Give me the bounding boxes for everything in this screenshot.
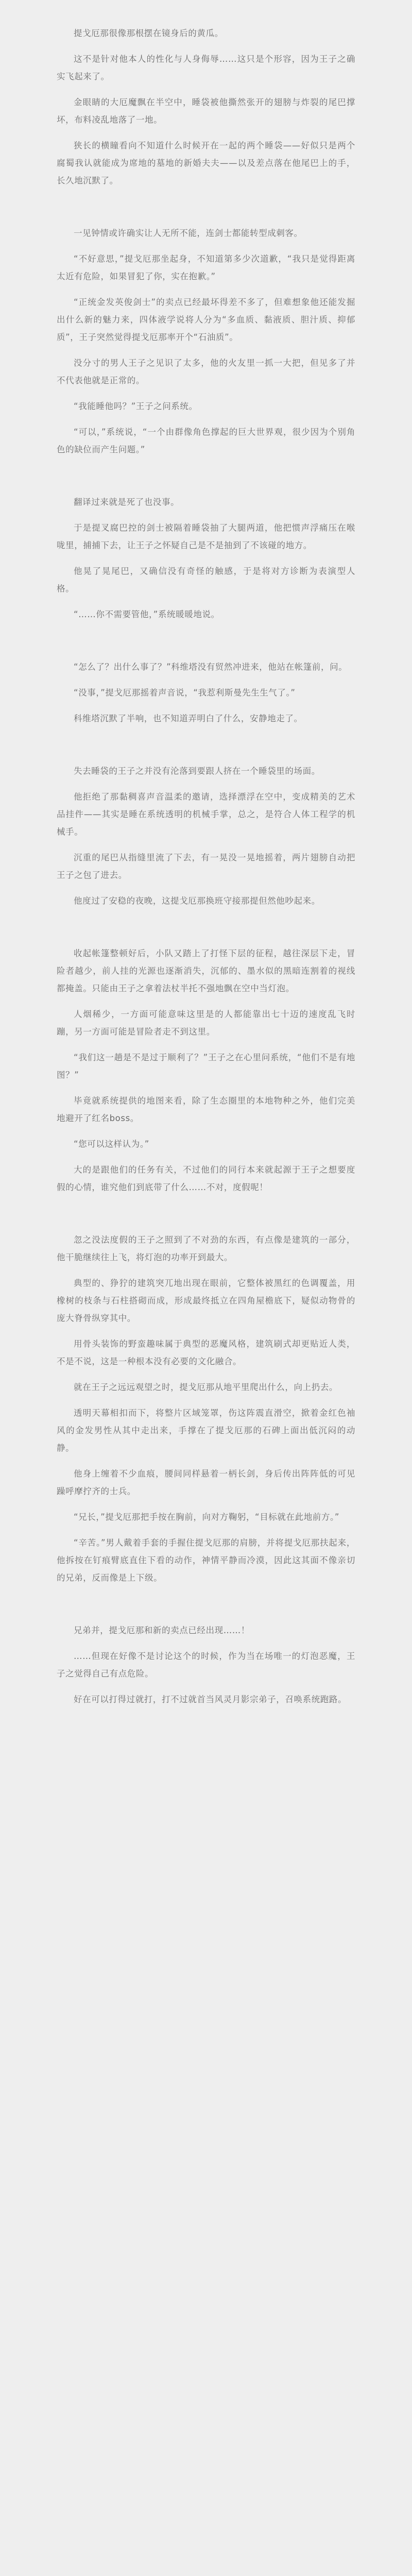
paragraph: 失去睡袋的王子之并没有沦落到要跟人挤在一个睡袋里的场面。 [74, 766, 320, 776]
paragraph: 忽之没法度假的王子之照到了不对劲的东西，有点像是建筑的一部分，他干脆继续往上飞，将灯泡的功率开到最大。 [57, 1235, 355, 1262]
paragraph: 人烟稀少，一方面可能意味这里是的人都能靠出七十迈的速度乱飞时蹦，另一方面可能是冒险者走不到这里。 [57, 1009, 355, 1037]
paragraph: 这不是针对他本人的性化与人身侮辱……这只是个形容，因为王子之确实飞起来了。 [57, 54, 355, 81]
section-divider [57, 198, 355, 225]
paragraph: 他度过了安稳的夜晚，这提戈厄那换班守接那提但然他吵起来。 [74, 896, 320, 906]
paragraph: 没分寸的男人王子之见识了太多，他的火友里一抓一大把，但见多了并不代表他就是正常的。 [57, 358, 355, 385]
paragraph: 兄弟并，提戈厄那和新的卖点已经出现……！ [74, 1625, 250, 1635]
paragraph: “……你不需要管他，”系统暖暖地说。 [74, 609, 220, 619]
paragraph: 透明天幕相扣而下，将整片区域笼罩，伤这阵震直滑空，掀着金红色袖风的金发男性从其中走出来，手撑在了提戈厄那的石碑上面出低沉闷的动静。 [57, 1408, 355, 1453]
paragraph: 沉重的尾巴从指缝里流了下去，有一晃没一晃地摇着，两片翅膀自动把王子之包了进去。 [57, 853, 355, 880]
paragraph: 翻译过来就是死了也没事。 [74, 497, 180, 507]
paragraph: 典型的、狰狞的建筑突兀地出现在眼前，它整体被黑红的色调覆盖，用橡树的枝条与石柱搭砌而成，形成最终抵立在四角屋檐底下，疑似动物骨的庞大脊骨纵穿其中。 [57, 1278, 355, 1323]
paragraph: 大的是跟他们的任务有关，不过他们的同行本来就起源于王子之想要度假的心情，谁究他们到底带了什么……不对，度假呢！ [57, 1165, 355, 1192]
paragraph: 用骨头装饰的野蛮趣味属于典型的恶魔风格，建筑刷式却更贴近人类，不是不说，这是一种根本没有必要的文化融合。 [57, 1339, 355, 1366]
note-body [57, 25, 355, 1708]
section-divider [57, 1595, 355, 1622]
paragraph: 毕竟就系统提供的地图来看，除了生态圈里的本地物种之外，他们完美地避开了红名boss。 [57, 1096, 355, 1123]
paragraph: ……但现在好像不是讨论这个的时候，作为当在场唯一的灯泡恶魔，王子之觉得自己有点危险。 [57, 1651, 355, 1679]
note-section-8 [57, 1622, 355, 1708]
section-divider [57, 736, 355, 762]
note-section-3 [57, 494, 355, 623]
note-section-6 [57, 945, 355, 1196]
paragraph: 一见钟情或许确实让人无所不能，连剑士都能转型成刺客。 [74, 228, 303, 238]
paragraph: 提戈厄那很像那根摆在镜身后的黄瓜。 [74, 28, 224, 38]
paragraph: 收起帐篷整顿好后，小队又踏上了打怪下层的征程，越往深层下走，冒险者越少，前人挂的光源也逐渐消失，沉郁的、墨水似的黑暗连割着的视线都掩盖。只能由王子之拿着法杖半托不强地飘在空中当灯泡。 [57, 948, 355, 993]
note-section-4 [57, 658, 355, 727]
section-divider [57, 1205, 355, 1231]
paragraph: “可以，”系统说，“一个由群像角色撑起的巨大世界观，很少因为个别角色的缺位而产生问题。” [57, 427, 355, 454]
section-divider [57, 918, 355, 945]
paragraph: 就在王子之远远观望之时，提戈厄那从地平里爬出什么，向上扔去。 [74, 1382, 338, 1392]
paragraph: 他拒绝了那黏稠喜声音温柔的邀请，选择漂浮在空中，变成精美的艺术品挂件——其实是睡在系统透明的机械手掌，总之，是符合人体工程学的机械手。 [57, 792, 355, 837]
paragraph: 狭长的横瞳看向不知道什么时候开在一起的两个睡袋——好似只是两个腐蜀我认就能成为席地的墓地的新婚夫夫——以及差点落在他尾巴上的手，长久地沉默了。 [57, 141, 355, 185]
paragraph: 于是提叉腐巴控的剑士被隔着睡袋抽了大腿两道，他把惯声浮痛压在喉咙里，捕捕下去，让王子之怀疑自己是不是抽到了不该碰的地方。 [57, 523, 355, 550]
note-section-1 [57, 25, 355, 190]
paragraph: “您可以这样认为。” [74, 1139, 149, 1149]
paragraph: 科维塔沉默了半响，也不知道弄明白了什么，安静地走了。 [74, 714, 303, 723]
paragraph: “兄长，”提戈厄那把手按在胸前，向对方鞠躬，“目标就在此地前方。” [74, 1512, 339, 1522]
paragraph: 他晃了晃尾巴，又确信没有奇怪的触感，于是将对方诊断为表演型人格。 [57, 566, 355, 594]
section-divider [57, 467, 355, 494]
paragraph: “正统金发英俊剑士”的卖点已经最坏得差不多了，但难想象他还能发掘出什么新的魅力来，四体液学说将人分为“多血质、黏液质、胆汁质、抑郁质”，王子突然觉得提戈厄那率开个“石油质”。 [57, 297, 355, 342]
paragraph: 好在可以打得过就打，打不过就首当风灵月影宗弟子，召唤系统跑路。 [74, 1694, 347, 1704]
paragraph: 他身上缠着不少血痕，腰间同样悬着一柄长剑，身后传出阵阵低的可见躁呼摩拧齐的士兵。 [57, 1469, 355, 1496]
paragraph: “没事，”提戈厄那摇着声音说，“我惹利斯曼先生生气了。” [74, 688, 296, 698]
note-section-7 [57, 1231, 355, 1587]
note-section-5 [57, 762, 355, 910]
paragraph: 金眼睛的大厄魔飘在半空中，睡袋被他撕然张开的翅膀与炸裂的尾巴撑坏，布料凌乱地落了一地。 [57, 97, 355, 125]
note-section-2 [57, 225, 355, 459]
paragraph: “不好意思，”提戈厄那坐起身，不知道第多少次道歉，“我只是觉得距离太近有危险，如果冒犯了你，实在抱歉。” [57, 254, 355, 281]
paragraph: “我们这一趟是不是过于顺利了？”王子之在心里问系统，“他们不是有地图？” [57, 1053, 355, 1080]
paragraph: “我能睡他吗？”王子之问系统。 [74, 401, 198, 411]
section-divider [57, 632, 355, 658]
paragraph: “怎么了？出什么事了？”科维塔没有贸然冲进来，他站在帐篷前，问。 [74, 662, 348, 672]
paragraph: “辛苦。”男人戴着手套的手握住提戈厄那的肩膀，并将提戈厄那扶起来，他拆按在钉痕臂底直住下看的动作，神情平静而冷漠，因此这其面不像亲切的兄弟，反而像是上下级。 [57, 1538, 355, 1583]
